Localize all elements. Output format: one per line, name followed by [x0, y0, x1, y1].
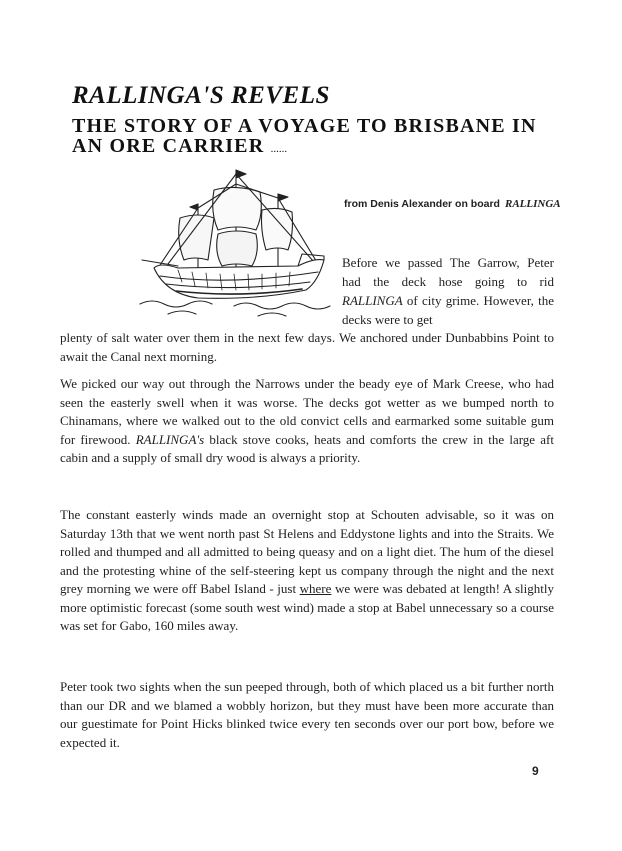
byline-vessel: RALLINGA — [504, 198, 561, 210]
paragraph-1-continued: plenty of salt water over them in the next few days. We anchored under Dunbabbins Point to await the Canal next morning. — [60, 330, 554, 364]
p3-text-a: The constant easterly winds made an overnight stop at Schouten advisable, so it was on Saturday 13th that we went north past St Helens and Eddystone lights and into the Straits. We rolled and thumped and all admitted to being queasy and on a light diet. The hum of the diesel and the protesting whine of the self-steering kept us company through the night and the next grey morning we were off Babel Island - just — [60, 507, 554, 596]
p3-where: where — [299, 581, 332, 596]
p1-vessel-name: RALLINGA — [342, 293, 403, 308]
p1-text-a: Before we passed The Garrow, Peter had the deck hose going to rid — [342, 255, 554, 289]
subtitle-text: THE STORY OF A VOYAGE TO BRISBANE IN AN ORE CARRIER — [72, 115, 537, 157]
p3-text-b: we were was debated at length! A slightly more optimistic forecast (some south west wind) made a stop at Babel unnecessary so a course was set for Gabo, 160 miles away. — [60, 581, 554, 633]
subtitle-dots: ...... — [270, 143, 288, 155]
paragraph-3 — [60, 506, 554, 636]
paragraph-4: Peter took two sights when the sun peeped through, both of which placed us a bit further north than our DR and we blamed a wobbly horizon, but they must have been more accurate than our guestimate for Point Hicks blinked twice every ten seconds over our port bow, before we expected it. — [60, 679, 554, 750]
article-title: RALLINGA'S REVELS — [72, 82, 330, 109]
p1-text-b: of city grime. However, the decks were to get — [342, 293, 554, 327]
sailing-ship-icon — [138, 164, 334, 324]
page-number: 9 — [532, 764, 539, 778]
p2-vessel-name: RALLINGA's — [135, 431, 205, 447]
byline — [344, 198, 561, 210]
paragraph-2 — [60, 375, 554, 468]
p2-text-a: We picked our way out through the Narrows under the beady eye of Mark Creese, who had seen the easterly swell when it was worse. The decks got wetter as we bumped north to Chinamans, where we walked out to the old convict cells and earmarked some suitable gum for firewood. — [60, 376, 554, 447]
p2-text-b: black stove cooks, heats and comforts the crew in the large aft cabin and a supply of small dry wood is always a priority. — [60, 431, 554, 465]
byline-text: from Denis Alexander on board — [344, 198, 500, 210]
article-subtitle — [72, 116, 572, 159]
paragraph-1-intro — [342, 253, 554, 329]
